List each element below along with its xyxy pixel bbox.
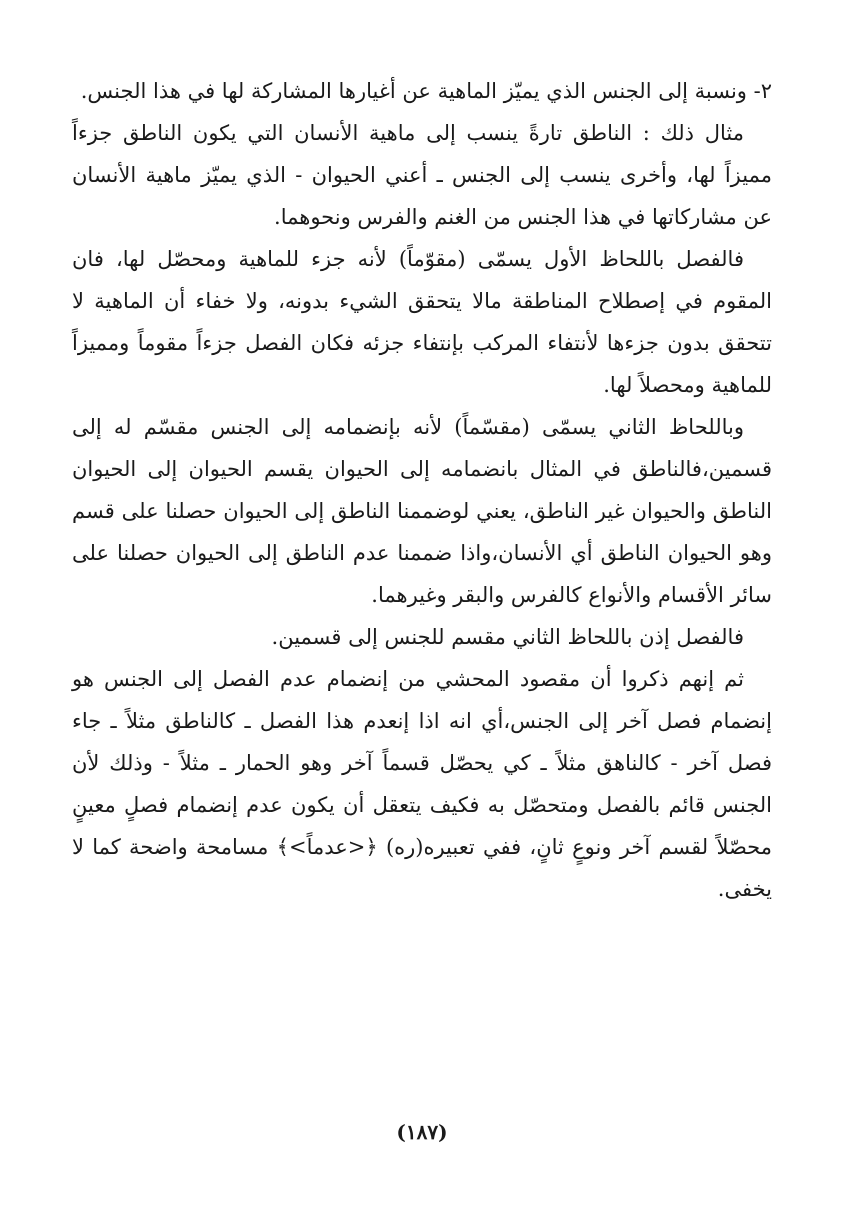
- text-body: [72, 70, 772, 910]
- paragraph-example: مثال ذلك : الناطق تارةً ينسب إلى ماهية الأنسان التي يكون الناطق جزءاً مميزاً لها، وأخرى ينسب إلى الجنس ـ أعني الحيوان - الذي يميّز ماهية الأنسان عن مشاركاتها في هذا الجنس من الغنم والفرس ونحوهما.: [72, 121, 772, 229]
- page-number: (١٨٧): [396, 1120, 448, 1144]
- paragraph-commentary: ثم إنهم ذكروا أن مقصود المحشي من إنضمام عدم الفصل إلى الجنس هو إنضمام فصل آخر إلى الجنس،أي انه اذا إنعدم هذا الفصل ـ كالناطق مثلاً ـ جاء فصل آخر - كالناهق مثلاً ـ كي يحصّل قسماً آخر وهو الحمار ـ مثلاً - وذلك لأن الجنس قائم بالفصل ومتحصّل به فكيف يتعقل أن يكون عدم إنضمام فصلٍ معينٍ محصّلاً لقسم آخر ونوعٍ ثانٍ، ففي تعبيره(ره) ﴿<عدماً>﴾ مسامحة واضحة كما لا يخفى.: [72, 667, 772, 901]
- paragraph-point-2: ٢- ونسبة إلى الجنس الذي يميّز الماهية عن أغيارها المشاركة لها في هذا الجنس.: [80, 79, 772, 103]
- paragraph-second-aspect: وباللحاظ الثاني يسمّى (مقسّماً) لأنه بإنضمامه إلى الجنس مقسّم له إلى قسمين،فالناطق في المثال بانضمامه إلى الحيوان يقسم الحيوان إلى الحيوان الناطق والحيوان غير الناطق، يعني لوضممنا الناطق إلى الحيوان حصلنا على قسم وهو الحيوان الناطق أي الأنسان،واذا ضممنا عدم الناطق إلى الحيوان حصلنا على سائر الأقسام والأنواع كالفرس والبقر وغيرهما.: [72, 415, 772, 607]
- paragraph-first-aspect: فالفصل باللحاظ الأول يسمّى (مقوّماً) لأنه جزء للماهية ومحصّل لها، فان المقوم في إصطلاح المناطقة مالا يتحقق الشيء بدونه، ولا خفاء أن الماهية لا تتحقق بدون جزءها لأنتفاء المركب بإنتفاء جزئه فكان الفصل جزءاً مقوماً ومميزاً للماهية ومحصلاً لها.: [72, 247, 772, 397]
- paragraph-conclusion: فالفصل إذن باللحاظ الثاني مقسم للجنس إلى قسمين.: [271, 625, 744, 649]
